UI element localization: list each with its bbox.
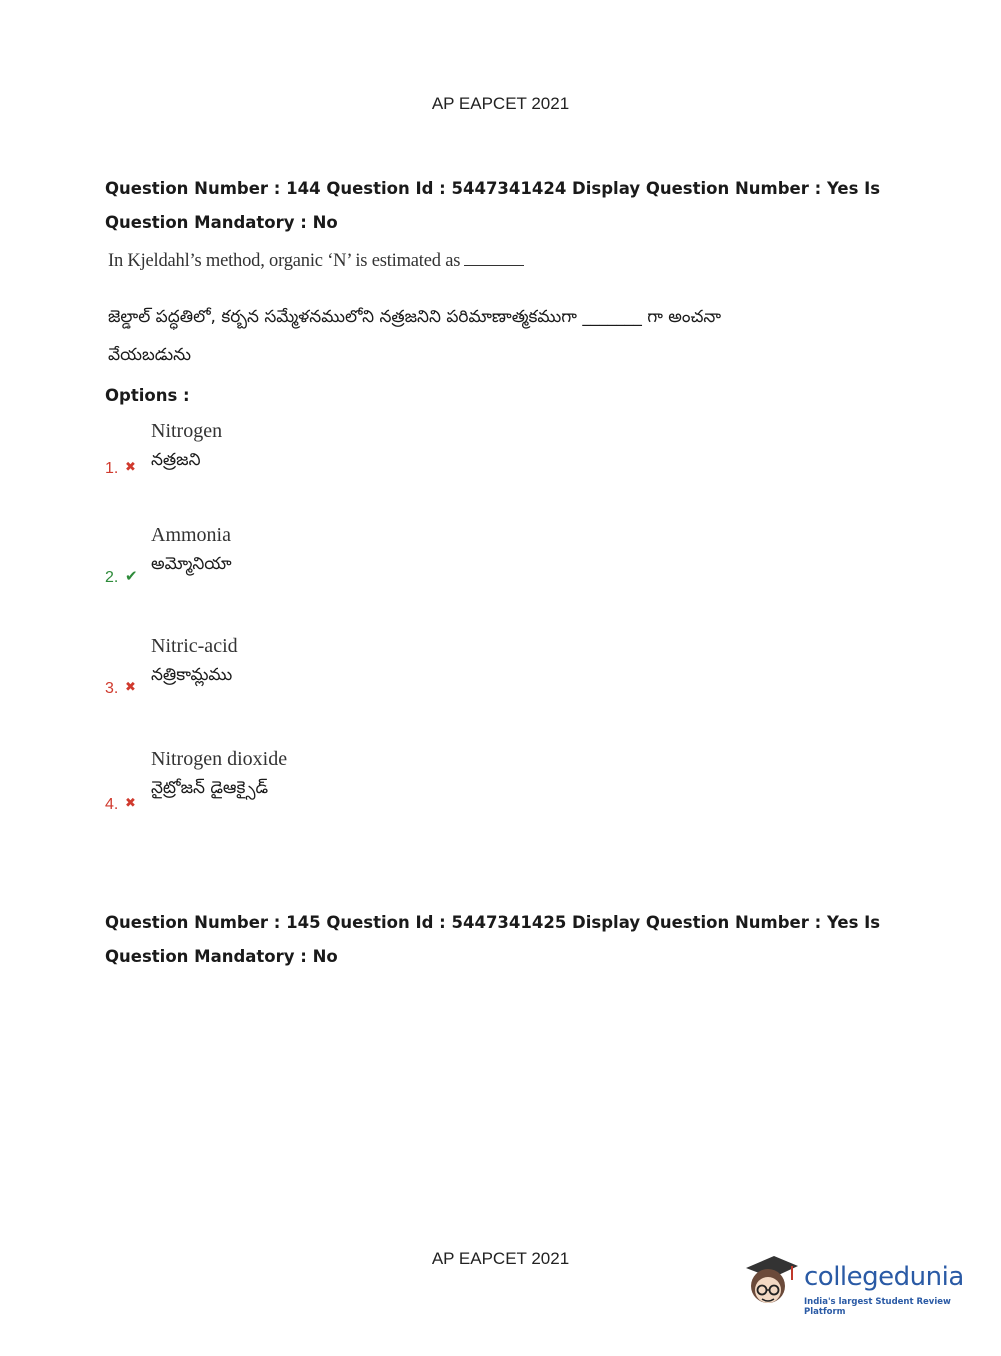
option-4-english: Nitrogen dioxide — [151, 748, 288, 770]
logo-tagline: India's largest Student Review Platform — [804, 1297, 951, 1317]
option-2-number: 2. — [105, 569, 119, 586]
option-3 — [105, 635, 405, 715]
option-1-telugu: నత్రజని — [151, 450, 201, 470]
option-3-english: Nitric-acid — [151, 635, 238, 657]
option-2 — [105, 524, 405, 604]
question-145-meta: Question Number : 145 Question Id : 5447341425 Display Question Number : Yes Is Question Mandatory : No — [105, 913, 881, 966]
option-2-english: Ammonia — [151, 524, 231, 546]
option-2-telugu: అమ్మోనియా — [151, 554, 232, 574]
stem-english-text: In Kjeldahl’s method, organic ‘N’ is estimated as — [108, 251, 461, 271]
question-144-meta: Question Number : 144 Question Id : 5447341424 Display Question Number : Yes Is Question Mandatory : No — [105, 179, 881, 232]
page-footer-title: AP EAPCET 2021 — [431, 1249, 570, 1268]
question-stem-english — [108, 251, 524, 272]
logo-name: collegedunia — [804, 1262, 964, 1292]
option-4-telugu: నైట్రోజన్ డైఆక్సైడ్ — [151, 778, 269, 798]
blank-line — [464, 251, 524, 266]
page-header-title: AP EAPCET 2021 — [431, 94, 570, 113]
option-4-number: 4. — [105, 796, 119, 813]
options-label: Options : — [105, 386, 190, 405]
mascot-logo-icon — [740, 1250, 802, 1312]
option-3-telugu: నత్రికామ్లము — [151, 665, 233, 685]
option-1-number: 1. — [105, 460, 119, 477]
option-4 — [105, 748, 405, 828]
question-stem-telugu: జెల్డాల్ పద్ధతిలో, కర్బన సమ్మేళనములోని నత్రజనిని పరిమాణాత్మకముగా _______ గా అంచనా వేయబడును — [108, 307, 722, 365]
option-1-english: Nitrogen — [151, 420, 223, 442]
wrong-mark-icon: ✖ — [125, 680, 136, 695]
option-3-number: 3. — [105, 680, 119, 697]
option-1 — [105, 420, 405, 500]
collegedunia-logo — [740, 1250, 970, 1320]
correct-check-icon: ✔ — [125, 567, 138, 585]
wrong-mark-icon: ✖ — [125, 796, 136, 811]
wrong-mark-icon: ✖ — [125, 460, 136, 475]
